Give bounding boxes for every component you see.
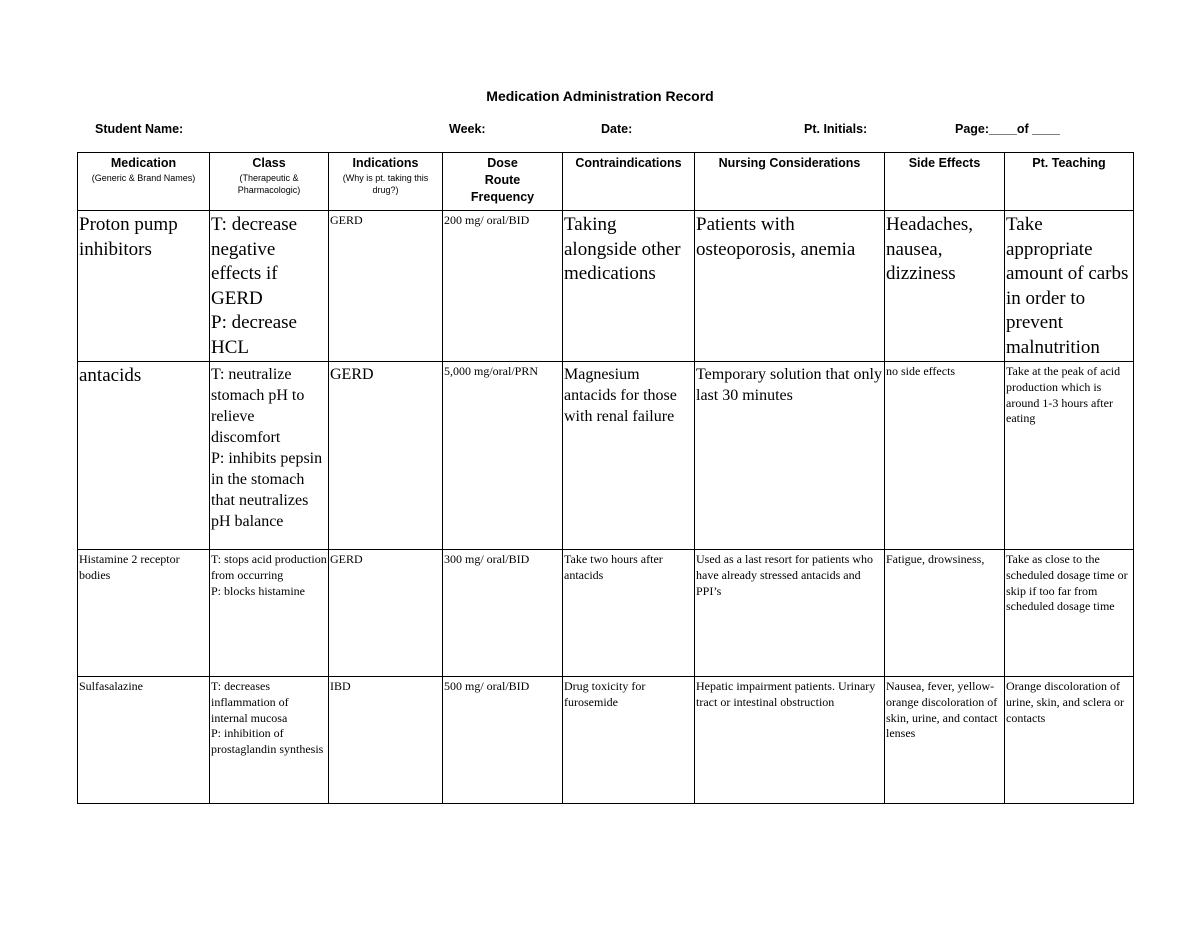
cell-indications: IBD: [330, 679, 351, 693]
cell-contraindications: Taking alongside other medications: [564, 214, 681, 284]
cell-medication: Sulfasalazine: [79, 679, 143, 693]
header-side-effects: Side Effects: [885, 153, 1005, 211]
header-pt-teaching: Pt. Teaching: [1005, 153, 1134, 211]
table-row: [78, 550, 1134, 677]
cell-pt-teaching: Orange discoloration of urine, skin, and sclera or contacts: [1006, 679, 1124, 725]
cell-class: T: neutralize stomach pH to relieve discomfort P: inhibits pepsin in the stomach that neutralizes pH balance: [211, 366, 323, 530]
header-contraindications: Contraindications: [563, 153, 695, 211]
cell-indications: GERD: [330, 213, 363, 227]
header-indications: Indications (Why is pt. taking this drug?): [329, 153, 443, 211]
header-nursing-considerations: Nursing Considerations: [695, 153, 885, 211]
cell-medication: Histamine 2 receptor bodies: [79, 552, 180, 582]
cell-nursing-considerations: Patients with osteoporosis, anemia: [696, 214, 856, 260]
table-row: [78, 677, 1134, 804]
header-row: [78, 153, 1134, 211]
cell-side-effects: Fatigue, drowsiness,: [886, 552, 985, 566]
cell-dose: 500 mg/ oral/BID: [444, 679, 530, 693]
cell-medication: antacids: [79, 365, 142, 386]
cell-class: T: decrease negative effects if GERD P: decrease HCL: [211, 214, 298, 358]
cell-nursing-considerations: Temporary solution that only last 30 minutes: [696, 366, 882, 404]
cell-pt-teaching: Take at the peak of acid production which is around 1-3 hours after eating: [1006, 364, 1121, 426]
header-medication: Medication (Generic & Brand Names): [78, 153, 210, 211]
cell-class: T: stops acid production from occurring P: blocks histamine: [211, 552, 327, 598]
cell-side-effects: Nausea, fever, yellow-orange discoloration of skin, urine, and contact lenses: [886, 679, 998, 741]
cell-side-effects: no side effects: [886, 364, 956, 378]
page-label: Page:____of ____: [955, 122, 1060, 136]
table-row: [78, 362, 1134, 550]
cell-class: T: decreases inflammation of internal mucosa P: inhibition of prostaglandin synthesis: [211, 679, 324, 757]
cell-pt-teaching: Take appropriate amount of carbs in order to prevent malnutrition: [1006, 214, 1129, 358]
cell-nursing-considerations: Used as a last resort for patients who have already stressed antacids and PPI’s: [696, 552, 873, 598]
cell-contraindications: Take two hours after antacids: [564, 552, 663, 582]
header-dose: Dose Route Frequency: [443, 153, 563, 211]
document-title: Medication Administration Record: [486, 88, 714, 104]
header-class: Class (Therapeutic & Pharmacologic): [210, 153, 329, 211]
cell-dose: 200 mg/ oral/BID: [444, 213, 530, 227]
cell-pt-teaching: Take as close to the scheduled dosage time or skip if too far from scheduled dosage time: [1006, 552, 1128, 614]
pt-initials-label: Pt. Initials:: [804, 122, 868, 136]
table-row: [78, 211, 1134, 362]
cell-nursing-considerations: Hepatic impairment patients. Urinary tract or intestinal obstruction: [696, 679, 876, 709]
student-name-label: Student Name:: [95, 122, 184, 136]
cell-contraindications: Drug toxicity for furosemide: [564, 679, 646, 709]
cell-dose: 300 mg/ oral/BID: [444, 552, 530, 566]
cell-medication: Proton pump inhibitors: [79, 214, 178, 260]
cell-indications: GERD: [330, 366, 374, 383]
medication-table: [77, 152, 1134, 804]
date-label: Date:: [601, 122, 633, 136]
cell-contraindications: Magnesium antacids for those with renal failure: [564, 366, 677, 425]
cell-side-effects: Headaches, nausea, dizziness: [886, 214, 974, 284]
cell-indications: GERD: [330, 552, 363, 566]
week-label: Week:: [449, 122, 486, 136]
cell-dose: 5,000 mg/oral/PRN: [444, 364, 539, 378]
